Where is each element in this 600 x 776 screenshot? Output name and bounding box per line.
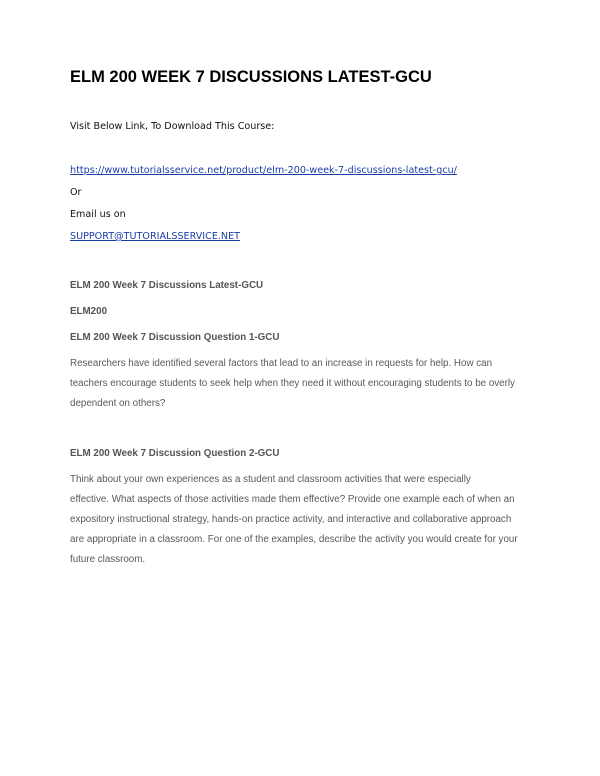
content-heading: ELM 200 Week 7 Discussions Latest-GCU [70, 280, 264, 291]
question-2-body [70, 474, 530, 574]
question-2-line: expository instructional strategy, hands-on practice activity, and interactive and collaborative approach [70, 514, 512, 525]
question-1-line: Researchers have identified several factors that lead to an increase in requests for help. How can [70, 358, 493, 369]
document-title: ELM 200 WEEK 7 DISCUSSIONS LATEST-GCU [70, 68, 432, 86]
question-2-heading: ELM 200 Week 7 Discussion Question 2-GCU [70, 448, 280, 459]
course-code: ELM200 [70, 306, 108, 317]
email-label: Email us on [70, 209, 126, 220]
course-download-link[interactable]: https://www.tutorialsservice.net/product/elm-200-week-7-discussions-latest-gcu/ [70, 165, 457, 176]
question-2-line: Think about your own experiences as a student and classroom activities that were especially [70, 474, 471, 485]
support-email-link[interactable]: SUPPORT@TUTORIALSSERVICE.NET [70, 231, 241, 242]
question-2-line: are appropriate in a classroom. For one of the examples, describe the activity you would create for your [70, 534, 518, 545]
question-2-line: future classroom. [70, 554, 146, 565]
question-2-line: effective. What aspects of those activities made them effective? Provide one example each of when an [70, 494, 515, 505]
download-intro-text: Visit Below Link, To Download This Course: [70, 121, 275, 132]
question-1-line: dependent on others? [70, 398, 166, 409]
question-1-body [70, 358, 530, 418]
or-text: Or [70, 187, 82, 198]
question-1-line: teachers encourage students to seek help when they need it without encouraging students to be overly [70, 378, 515, 389]
question-1-heading: ELM 200 Week 7 Discussion Question 1-GCU [70, 332, 280, 343]
